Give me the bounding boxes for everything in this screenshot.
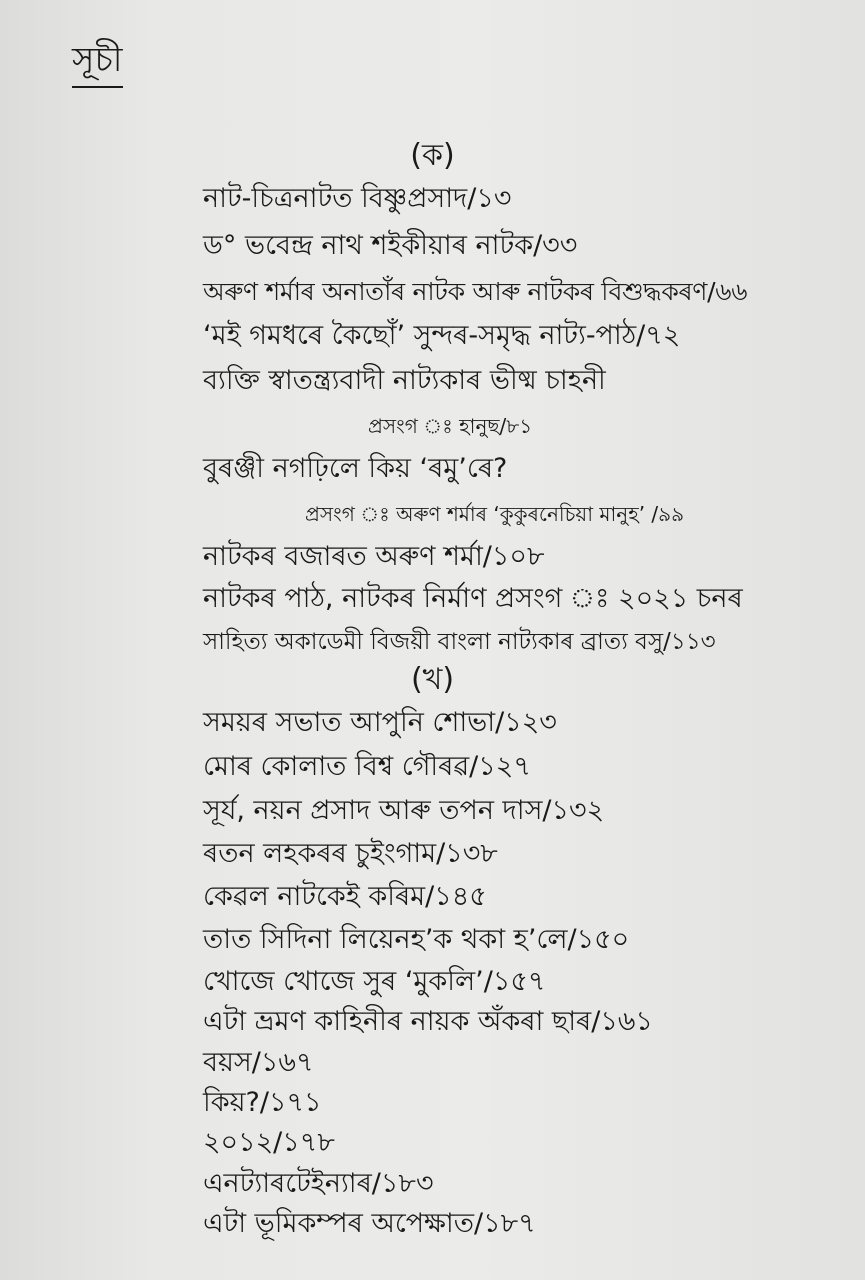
toc-entry: নাটকৰ বজাৰত অৰুণ শৰ্মা/১০৮ (203, 541, 545, 572)
toc-entry: ব্যক্তি স্বাতন্ত্ৰ্যবাদী নাট্যকাৰ ভীষ্ম চাহনী (203, 365, 606, 396)
toc-entry-subtitle: প্ৰসংগ ঃ হানুছ/৮১ (368, 414, 533, 438)
toc-entry: নাট-চিত্ৰনাটত বিষ্ণুপ্ৰসাদ/১৩ (203, 183, 512, 214)
toc-entry: মোৰ কোলাত বিশ্ব গৌৰৱ/১২৭ (203, 751, 531, 782)
toc-entry: বয়স/১৬৭ (203, 1047, 314, 1078)
toc-entry: ড° ভবেন্দ্ৰ নাথ শইকীয়াৰ নাটক/৩৩ (203, 230, 578, 261)
toc-entry: খোজে খোজে সুৰ ‘মুকলি’/১৫৭ (203, 966, 546, 997)
toc-entry: সময়ৰ সভাত আপুনি শোভা/১২৩ (203, 707, 557, 738)
toc-entry: নাটকৰ পাঠ, নাটকৰ নিৰ্মাণ প্ৰসংগ ঃ ২০২১ চনৰ (203, 583, 743, 614)
toc-entry: সাহিত্য অকাডেমী বিজয়ী বাংলা নাট্যকাৰ ব্ৰাত্য বসু/১১৩ (203, 629, 716, 655)
toc-entry: এটা ভ্ৰমণ কাহিনীৰ নায়ক অঁকৰা ছাৰ/১৬১ (203, 1006, 653, 1037)
section-heading-kha: (খ) (410, 662, 455, 697)
toc-entry: ‘মই গমধৰে কৈছোঁ’ সুন্দৰ-সমৃদ্ধ নাট্য-পাঠ/৭২ (203, 320, 681, 351)
toc-entry: অৰুণ শৰ্মাৰ অনাতাঁৰ নাটক আৰু নাটকৰ বিশুদ্ধকৰণ/৬৬ (203, 277, 748, 306)
toc-entry: ৰতন লহকৰৰ চুইংগাম/১৩৮ (203, 838, 498, 869)
toc-entry: তাত সিদিনা লিয়েনহ’ক থকা হ’লে/১৫০ (203, 924, 630, 955)
toc-entry: কেৱল নাটকেই কৰিম/১৪৫ (203, 881, 487, 912)
page-title: সূচী (72, 38, 123, 88)
toc-entry: কিয়?/১৭১ (203, 1087, 322, 1118)
toc-entry: বুৰঞ্জী নগঢ়িলে কিয় ‘ৰমু’ৰে? (203, 453, 508, 484)
toc-entry-subtitle: প্ৰসংগ ঃ অৰুণ শৰ্মাৰ ‘কুকুৰনেচিয়া মানুহ’ /৯৯ (305, 502, 685, 526)
toc-entry: এটা ভূমিকম্পৰ অপেক্ষাত/১৮৭ (203, 1208, 536, 1239)
toc-entry: সূৰ্য, নয়ন প্ৰসাদ আৰু তপন দাস/১৩২ (203, 795, 605, 826)
toc-entry: ২০১২/১৭৮ (203, 1127, 335, 1158)
toc-entry: এনট্যাৰটেইন্যাৰ/১৮৩ (203, 1168, 434, 1199)
section-heading-ka: (ক) (410, 138, 455, 173)
